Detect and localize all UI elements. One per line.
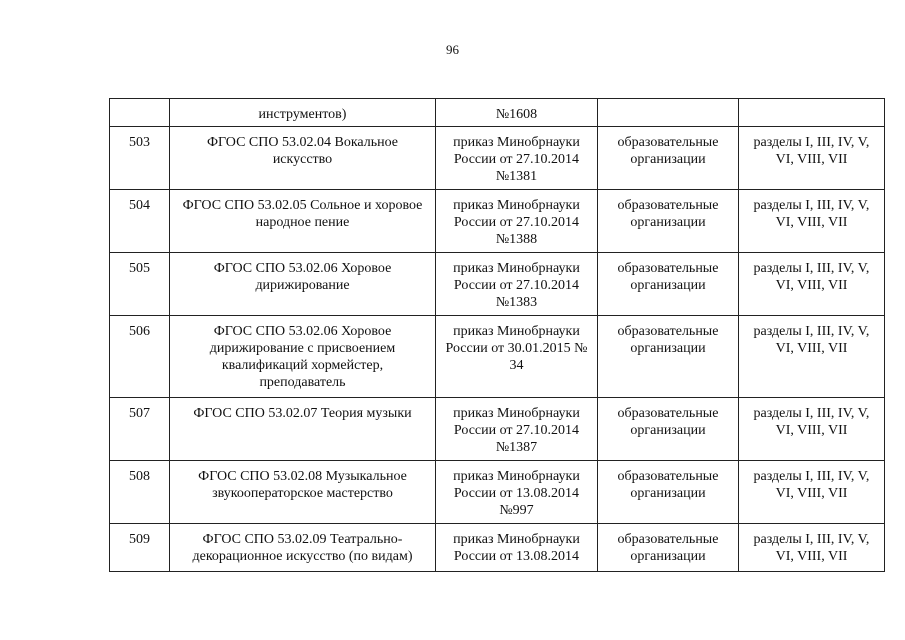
page-number: 96	[446, 42, 459, 57]
order-line: приказ Минобрнауки	[453, 469, 580, 484]
sections-cell	[739, 127, 885, 190]
sections-line: разделы I, III, IV, V,	[753, 135, 870, 150]
organizations-line: образовательные	[617, 532, 719, 547]
sections-line: разделы I, III, IV, V,	[753, 198, 870, 213]
table-row	[110, 398, 885, 461]
table-row	[110, 253, 885, 316]
standard-name-cell	[170, 398, 436, 461]
organizations-line: образовательные	[617, 261, 719, 276]
order-cell	[436, 524, 598, 572]
row-number-cell: 509	[110, 524, 170, 572]
table-row	[110, 99, 885, 127]
order-line: России от 13.08.2014	[453, 549, 580, 564]
order-cell	[436, 190, 598, 253]
table-row	[110, 461, 885, 524]
standard-name-line: ФГОС СПО 53.02.07 Теория музыки	[193, 406, 412, 421]
order-line: России от 27.10.2014	[453, 278, 580, 293]
organizations-cell	[598, 398, 739, 461]
standard-name-line: ФГОС СПО 53.02.08 Музыкальное	[198, 469, 407, 484]
table-row	[110, 190, 885, 253]
sections-cell	[739, 398, 885, 461]
organizations-line: образовательные	[617, 135, 719, 150]
row-number-cell	[110, 99, 170, 127]
organizations-line: образовательные	[617, 469, 719, 484]
standard-name-line: народное пение	[255, 215, 350, 230]
organizations-line: организации	[630, 549, 706, 564]
order-line: приказ Минобрнауки	[453, 261, 580, 276]
order-line: приказ Минобрнауки	[453, 198, 580, 213]
organizations-cell	[598, 99, 739, 127]
standard-name-line: ФГОС СПО 53.02.06 Хоровое	[213, 261, 392, 276]
sections-line: разделы I, III, IV, V,	[753, 469, 870, 484]
sections-line: VI, VIII, VII	[775, 215, 848, 230]
standard-name-line: звукооператорское мастерство	[212, 486, 393, 501]
order-line: №997	[499, 503, 534, 518]
standard-name-line: квалификаций хормейстер,	[221, 358, 384, 373]
sections-line: VI, VIII, VII	[775, 549, 848, 564]
organizations-line: организации	[630, 341, 706, 356]
standard-name-cell	[170, 190, 436, 253]
order-line: приказ Минобрнауки	[453, 406, 580, 421]
order-line: России от 27.10.2014	[453, 152, 580, 167]
table-row	[110, 316, 885, 398]
order-cell	[436, 398, 598, 461]
organizations-cell	[598, 524, 739, 572]
row-number-cell: 507	[110, 398, 170, 461]
order-cell	[436, 99, 598, 127]
row-number-cell: 503	[110, 127, 170, 190]
sections-line: VI, VIII, VII	[775, 486, 848, 501]
organizations-line: образовательные	[617, 324, 719, 339]
row-number-cell: 506	[110, 316, 170, 398]
sections-cell	[739, 461, 885, 524]
sections-line: VI, VIII, VII	[775, 341, 848, 356]
order-line: России от 30.01.2015 №	[445, 341, 588, 356]
standard-name-line: ФГОС СПО 53.02.05 Сольное и хоровое	[182, 198, 423, 213]
standard-name-cell	[170, 461, 436, 524]
order-cell	[436, 316, 598, 398]
sections-line: разделы I, III, IV, V,	[753, 324, 870, 339]
sections-line: VI, VIII, VII	[775, 152, 848, 167]
order-cell	[436, 253, 598, 316]
standard-name-cell	[170, 316, 436, 398]
row-number-cell: 505	[110, 253, 170, 316]
table-row	[110, 524, 885, 572]
organizations-line: организации	[630, 278, 706, 293]
standard-name-line: дирижирование с присвоением	[209, 341, 396, 356]
sections-cell	[739, 253, 885, 316]
order-line: приказ Минобрнауки	[453, 135, 580, 150]
order-line: №1381	[495, 169, 538, 184]
organizations-cell	[598, 461, 739, 524]
order-line: 34	[509, 358, 524, 373]
order-line: приказ Минобрнауки	[453, 532, 580, 547]
order-line: №1387	[495, 440, 538, 455]
organizations-line: образовательные	[617, 198, 719, 213]
order-line: России от 13.08.2014	[453, 486, 580, 501]
sections-line: VI, VIII, VII	[775, 423, 848, 438]
sections-line: разделы I, III, IV, V,	[753, 261, 870, 276]
organizations-cell	[598, 127, 739, 190]
standard-name-line: ФГОС СПО 53.02.06 Хоровое	[213, 324, 392, 339]
standard-name-cell	[170, 127, 436, 190]
organizations-line: образовательные	[617, 406, 719, 421]
organizations-line: организации	[630, 152, 706, 167]
standard-name-line: дирижирование	[255, 278, 350, 293]
standard-name-line: декорационное искусство (по видам)	[192, 549, 413, 564]
standard-name-line: ФГОС СПО 53.02.09 Театрально-	[202, 532, 403, 547]
organizations-cell	[598, 190, 739, 253]
organizations-line: организации	[630, 215, 706, 230]
order-line: России от 27.10.2014	[453, 423, 580, 438]
row-number-cell: 504	[110, 190, 170, 253]
organizations-line: организации	[630, 423, 706, 438]
standard-name-line: ФГОС СПО 53.02.04 Вокальное	[207, 135, 398, 150]
order-line: приказ Минобрнауки	[453, 324, 580, 339]
organizations-cell	[598, 253, 739, 316]
standards-table	[109, 98, 885, 572]
sections-line: разделы I, III, IV, V,	[753, 406, 870, 421]
table-row	[110, 127, 885, 190]
order-cell	[436, 461, 598, 524]
organizations-cell	[598, 316, 739, 398]
organizations-line: организации	[630, 486, 706, 501]
order-line: №1388	[495, 232, 538, 247]
sections-cell	[739, 524, 885, 572]
standard-name-line: искусство	[272, 152, 333, 167]
order-line: №1383	[495, 295, 538, 310]
standard-name-line: преподаватель	[259, 375, 346, 390]
sections-cell	[739, 190, 885, 253]
sections-cell	[739, 99, 885, 127]
standard-name-line: инструментов)	[258, 107, 347, 122]
standard-name-cell	[170, 253, 436, 316]
sections-line: VI, VIII, VII	[775, 278, 848, 293]
order-line: №1608	[495, 107, 538, 122]
order-line: России от 27.10.2014	[453, 215, 580, 230]
sections-cell	[739, 316, 885, 398]
order-cell	[436, 127, 598, 190]
row-number-cell: 508	[110, 461, 170, 524]
standard-name-cell	[170, 99, 436, 127]
standard-name-cell	[170, 524, 436, 572]
sections-line: разделы I, III, IV, V,	[753, 532, 870, 547]
